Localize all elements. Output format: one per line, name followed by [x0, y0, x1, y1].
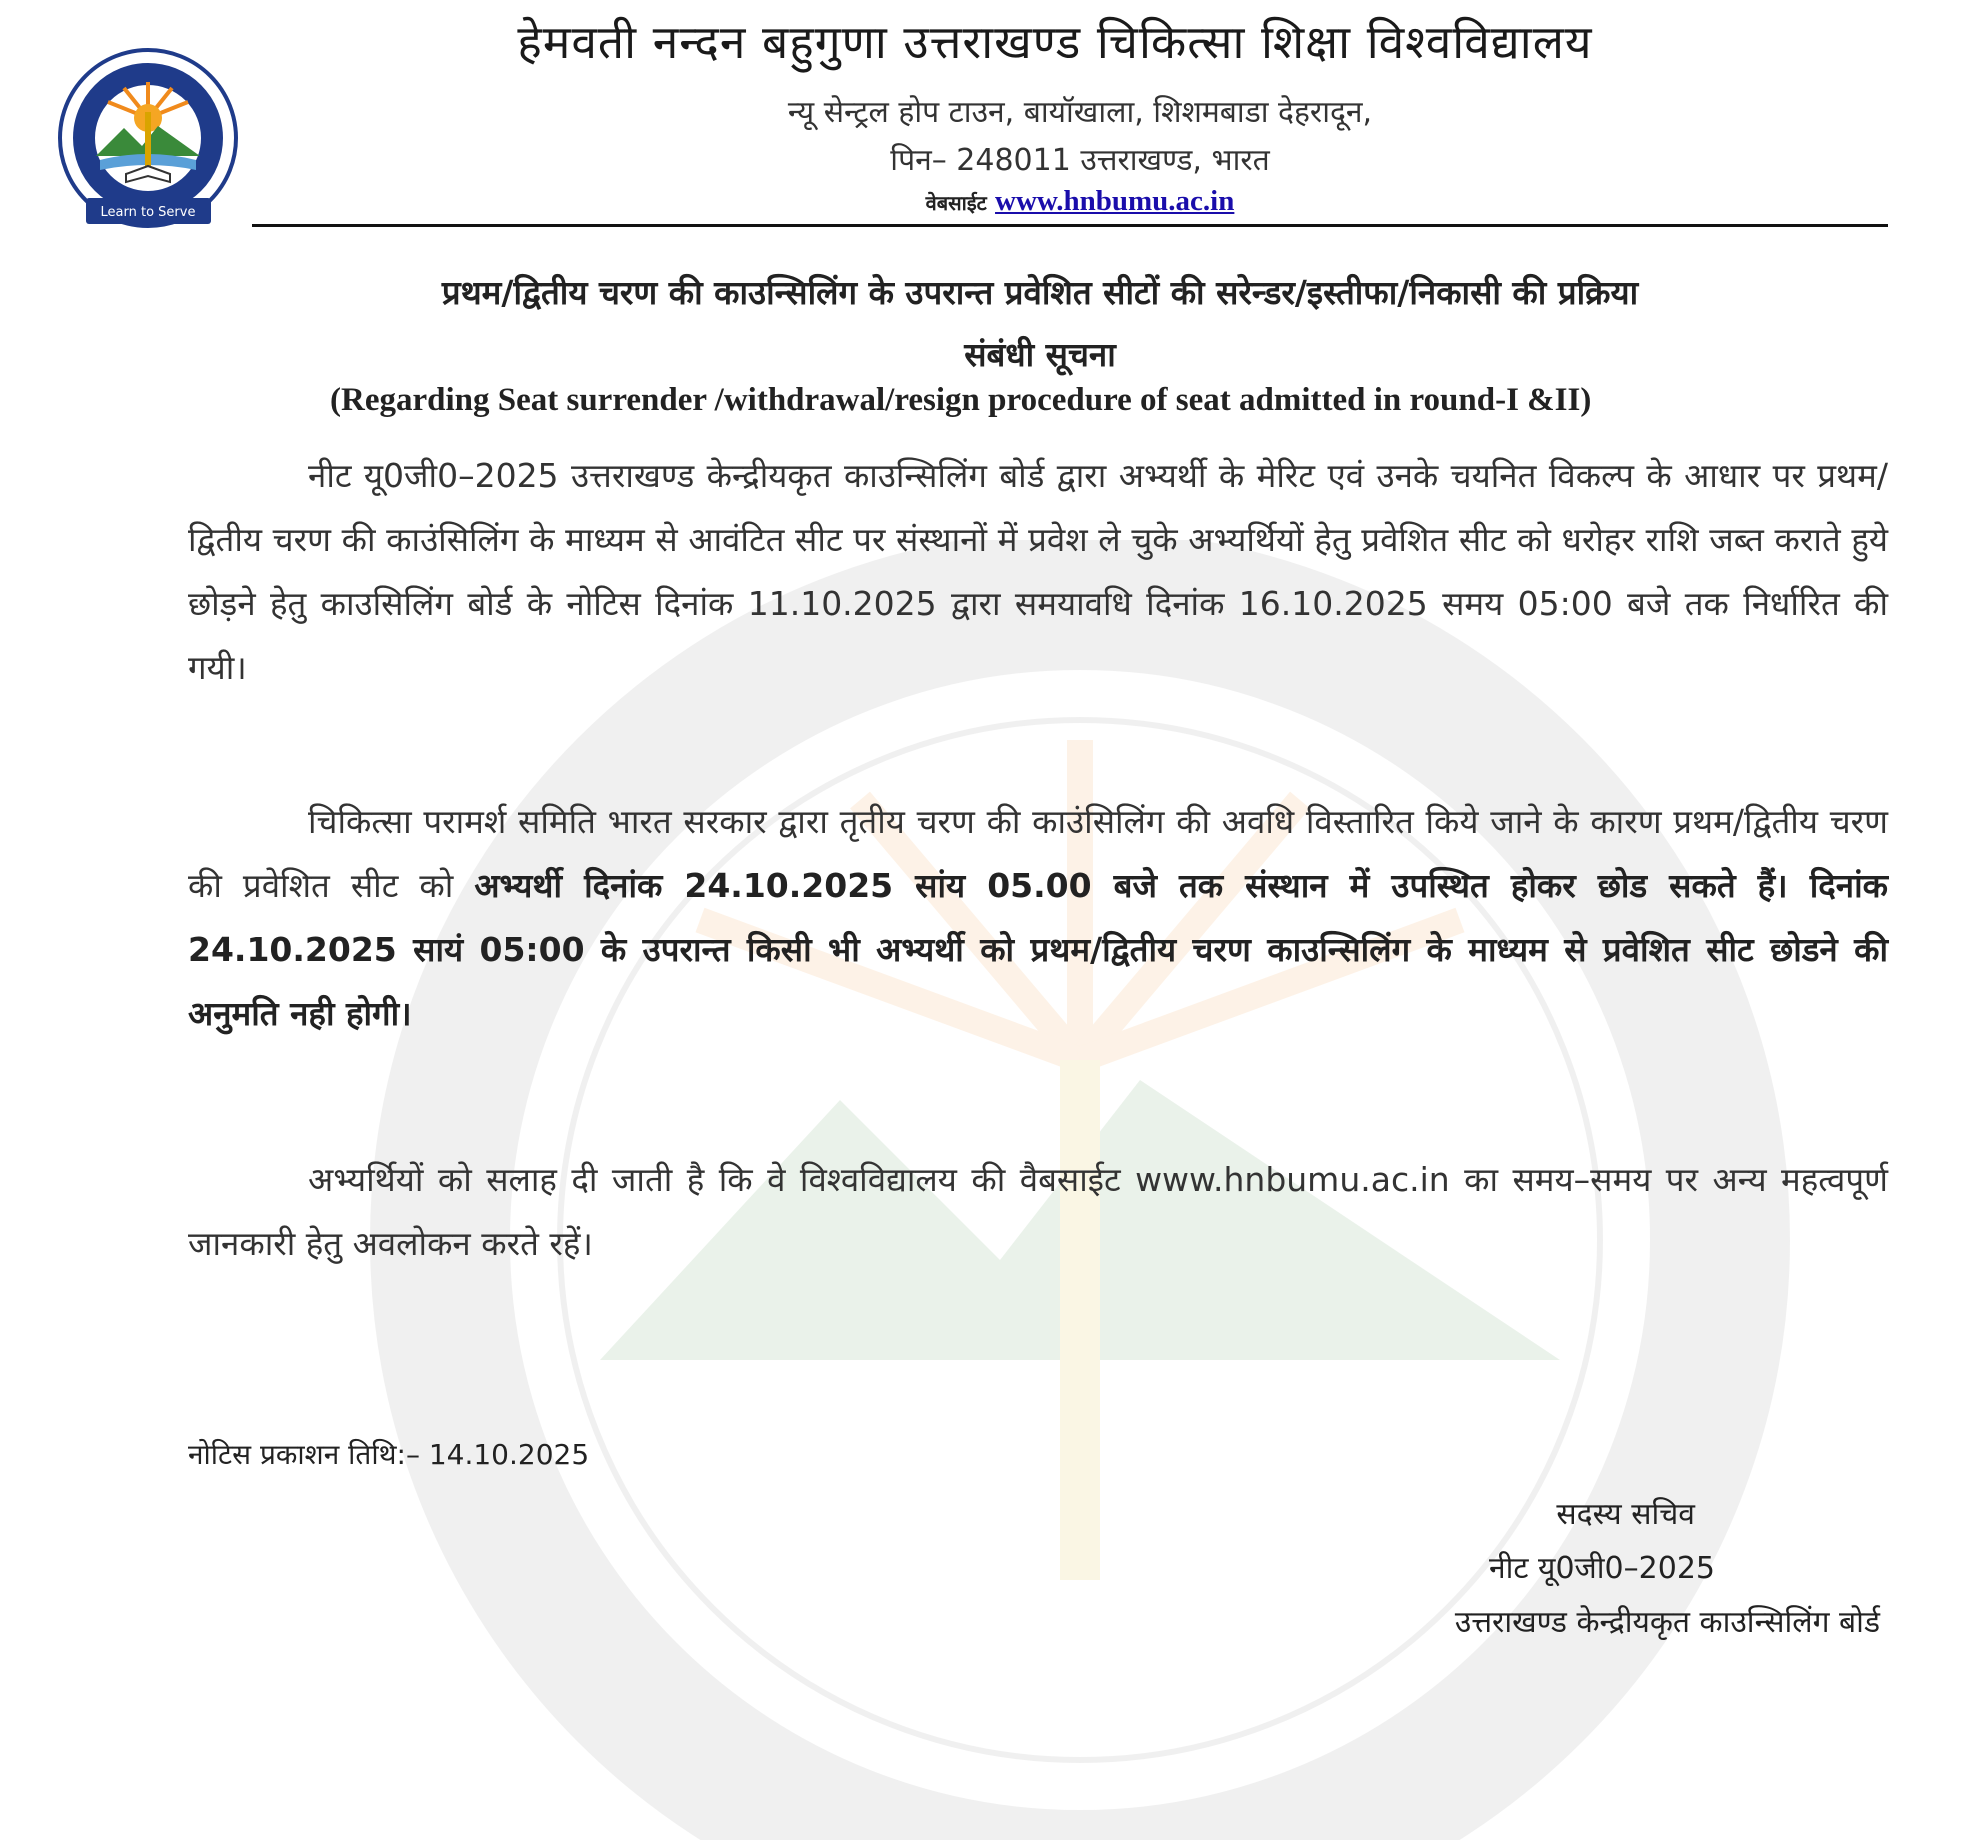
signatory-board: उत्तराखण्ड केन्द्रीयकृत काउन्सिलिंग बोर्ड — [1454, 1605, 1880, 1640]
signatory-title: सदस्य सचिव — [1556, 1497, 1695, 1532]
subject-line-1: प्रथम/द्वितीय चरण की काउन्सिलिंग के उपरान्त प्रवेशित सीटों की सरेन्डर/इस्तीफा/निकासी की प्रक्रिया — [441, 273, 1639, 312]
signature-block — [1180, 1488, 1880, 1650]
address-line-2: पिन– 248011 उत्तराखण्ड, भारत — [890, 143, 1270, 178]
subject-line-2: संबंधी सूचना — [964, 335, 1116, 374]
body-paragraph-1: नीट यू0जी0–2025 उत्तराखण्ड केन्द्रीयकृत काउन्सिलिंग बोर्ड द्वारा अभ्यर्थी के मेरिट एवं उनके चयनित विकल्प के आधार पर प्रथम/द्वितीय चरण की काउंसिलिंग के माध्यम से आवंटित सीट पर संस्थानों में प्रवेश ले चुके अभ्यर्थियों हेतु प्रवेशित सीट को धरोहर राशि जब्त कराते हुये छोड़ने हेतु काउसिलिंग बोर्ड के नोटिस दिनांक 11.10.2025 द्वारा समयावधि दिनांक 16.10.2025 समय 05:00 बजे तक निर्धारित की गयी। — [188, 456, 1888, 687]
header-divider — [252, 224, 1888, 227]
paragraph-2-deadline-text: अभ्यर्थी दिनांक 24.10.2025 सांय 05.00 बजे तक संस्थान में उपस्थित होकर छोड सकते हैं। दिनांक 24.10.2025 सायं 05:00 के उपरान्त किसी भी अभ्यर्थी को प्रथम/द्वितीय चरण काउन्सिलिंग के माध्यम से प्रवेशित सीट छोडने की अनुमति नही होगी। — [188, 866, 1888, 1033]
website-line — [500, 185, 1660, 218]
body-paragraph-3: अभ्यर्थियों को सलाह दी जाती है कि वे विश्वविद्यालय की वैबसाईट www.hnbumu.ac.in का समय–समय पर अन्य महत्वपूर्ण जानकारी हेतु अवलोकन करते रहें। — [188, 1160, 1888, 1263]
notice-subject-hindi — [190, 262, 1890, 386]
body-paragraph-2 — [188, 790, 1888, 1046]
address-line-1: न्यू सेन्ट्रल होप टाउन, बायॉखाला, शिशमबाडा देहरादून, — [787, 95, 1373, 130]
signatory-exam: नीट यू0जी0–2025 — [1488, 1551, 1715, 1586]
publication-date: नोटिस प्रकाशन तिथि:– 14.10.2025 — [188, 1438, 590, 1471]
university-name: हेमवती नन्दन बहुगुणा उत्तराखण्ड चिकित्सा शिक्षा विश्वविद्यालय — [517, 15, 1593, 69]
website-label: वेबसाईट — [925, 191, 987, 215]
notice-subject-english: (Regarding Seat surrender /withdrawal/resign procedure of seat admitted in round-I &II) — [330, 382, 1592, 418]
logo-motto: Learn to Serve — [100, 205, 196, 220]
university-logo — [46, 48, 251, 233]
paragraph-2-text: चिकित्सा परामर्श समिति भारत सरकार द्वारा तृतीय चरण की काउंसिलिंग की अवधि विस्तारित किये जाने के कारण प्रथम/द्वितीय चरण की प्रवेशित सीट को — [188, 802, 1888, 905]
website-link[interactable]: www.hnbumu.ac.in — [995, 185, 1235, 217]
